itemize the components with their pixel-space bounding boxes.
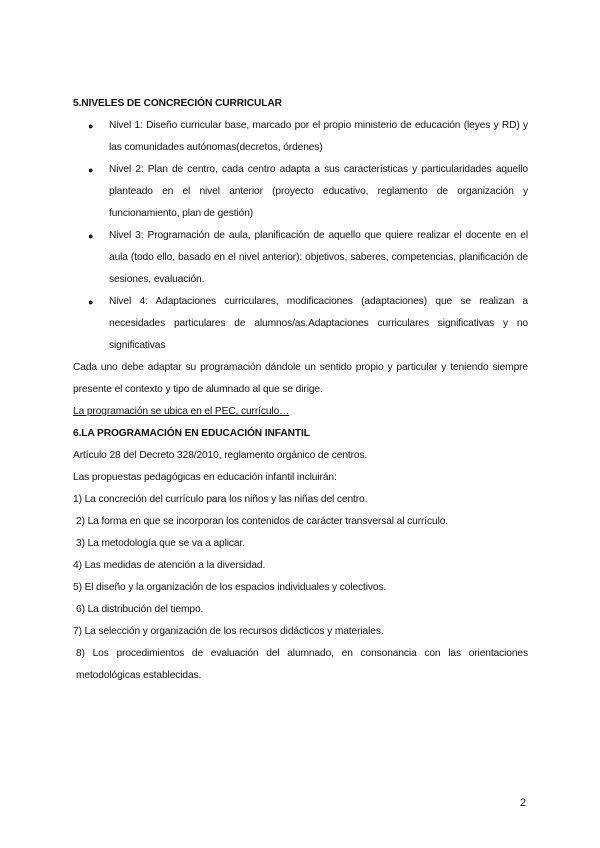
proposal-item: 5) El diseño y la organización de los espacios individuales y colectivos. — [73, 582, 387, 593]
pec-note: La programación se ubica en el PEC, currículo… — [73, 406, 290, 417]
proposal-item: 1) La concreción del currículo para los niños y las niñas del centro. — [73, 494, 368, 505]
proposal-item: 3) La metodología que se va a aplicar. — [76, 538, 245, 549]
page-number: 2 — [520, 797, 527, 809]
proposal-item: 2) La forma en que se incorporan los contenidos de carácter transversal al currículo. — [76, 516, 449, 527]
adaptation-paragraph: Cada uno debe adaptar su programación dándole un sentido propio y particular y teniendo siempre presente el contexto y tipo de alumnado al que se dirige. — [73, 362, 528, 395]
level-3-text: Nivel 3: Programación de aula, planificación de aquello que quiere realizar el docente en el aula (todo ello, basado en el nivel anterior): objetivos, saberes, competencias, planificación de sesiones, evaluación. — [109, 230, 528, 285]
bullet-icon: ● — [88, 297, 94, 307]
decree-reference: Artículo 28 del Decreto 328/2010, reglamento orgánico de centros. — [73, 450, 368, 461]
proposals-intro: Las propuestas pedagógicas en educación infantil incluirán: — [73, 472, 337, 483]
page-content — [73, 93, 528, 687]
list-item — [73, 159, 528, 225]
proposal-item: 4) Las medidas de atención a la diversidad. — [73, 560, 266, 571]
list-item — [73, 115, 528, 159]
section6-heading: 6.LA PROGRAMACIÓN EN EDUCACIÓN INFANTIL — [73, 428, 310, 439]
bullet-icon: ● — [88, 121, 94, 131]
list-item — [73, 291, 528, 357]
proposal-item: 6) La distribución del tiempo. — [76, 604, 204, 615]
bullet-icon: ● — [88, 231, 94, 241]
proposal-item: 7) La selección y organización de los recursos didácticos y materiales. — [73, 626, 384, 637]
level-1-text: Nivel 1: Diseño curricular base, marcado por el propio ministerio de educación (leyes y RD) y las comunidades autónomas(decretos, órdenes) — [109, 120, 528, 153]
levels-list — [73, 115, 528, 357]
bullet-icon: ● — [88, 165, 94, 175]
level-2-text: Nivel 2: Plan de centro, cada centro adapta a sus características y particularidades aquello planteado en el nivel anterior (proyecto educativo, reglamento de organización y funcionamiento, plan de gestión) — [109, 164, 528, 219]
list-item — [73, 225, 528, 291]
section5-heading: 5.NIVELES DE CONCRECIÓN CURRICULAR — [73, 98, 282, 109]
level-4-text: Nivel 4: Adaptaciones curriculares, modificaciones (adaptaciones) que se realizan a necesidades particulares de alumnos/as.Adaptaciones curriculares significativas y no significativas — [109, 296, 528, 351]
proposal-item: 8) Los procedimientos de evaluación del alumnado, en consonancia con las orientaciones metodológicas establecidas. — [76, 648, 528, 681]
